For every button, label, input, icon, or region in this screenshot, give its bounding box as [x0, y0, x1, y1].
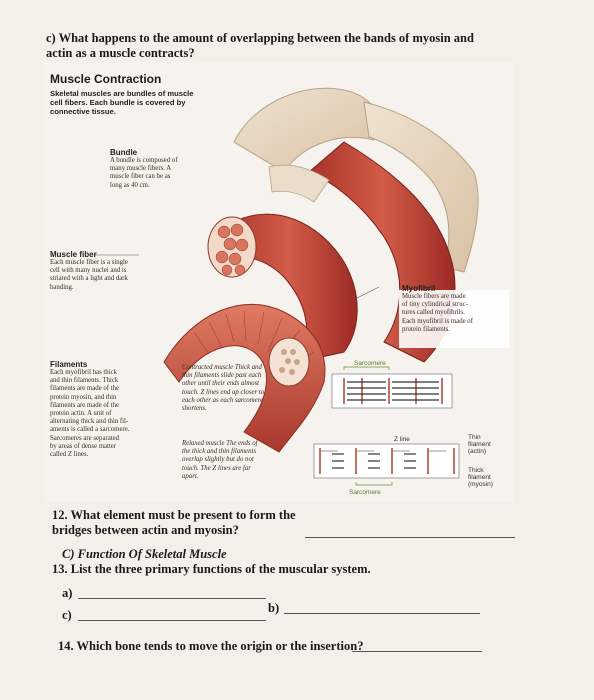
z-line-label: Z line — [394, 436, 410, 443]
filaments-line: protein myosin, and thin — [50, 393, 117, 401]
muscle-fiber-line: Each muscle fiber is a single — [50, 259, 128, 266]
answer-line-12[interactable] — [305, 537, 515, 538]
question-12 — [52, 508, 296, 538]
figure-subtitle-line: Skeletal muscles are bundles of muscle — [50, 89, 194, 98]
bundle-line: muscle fiber can be as — [110, 173, 171, 181]
contracted-line: each other as each sarcomere — [182, 396, 264, 404]
question-13: 13. List the three primary functions of the muscular system. — [52, 562, 371, 576]
sarcomere-top-label: Sarcomere — [354, 360, 386, 367]
myofibril-line: Each myofibril is made of — [402, 317, 473, 325]
bundle-line: many muscle fibers. A — [110, 165, 172, 173]
muscle-fiber-line: cell with many nuclei and is — [50, 267, 127, 275]
filaments-line: alternating thick and thin fil- — [50, 418, 129, 426]
relaxed-caption — [182, 440, 258, 481]
thin-filament-label-line: filament — [468, 441, 491, 448]
bundle-heading: Bundle — [110, 148, 138, 157]
contracted-line: thin filaments slide past each — [182, 372, 262, 380]
filaments-line: and thin filaments. Thick — [50, 377, 119, 385]
filaments-caption — [50, 360, 129, 459]
section-c-heading: C) Function Of Skeletal Muscle — [62, 547, 227, 561]
answer-line-a[interactable] — [78, 598, 266, 599]
question-c-line2: actin as a muscle contracts? — [46, 46, 195, 60]
thick-filament-label-line: Thick — [468, 467, 484, 474]
answer-line-c2[interactable] — [78, 620, 266, 621]
thin-filament-label-line: Thin — [468, 434, 481, 441]
question-c-line1: c) What happens to the amount of overlapping between the bands of myosin and — [46, 31, 474, 45]
answer-line-14[interactable] — [352, 651, 482, 652]
answer-label-c: c) — [62, 608, 72, 622]
muscle-fiber-caption — [50, 250, 128, 292]
figure-subtitle-line: connective tissue. — [50, 107, 116, 116]
myofibril-caption — [402, 284, 473, 334]
thin-filament-label — [468, 434, 491, 455]
figure-title: Muscle Contraction — [50, 72, 162, 86]
muscle-fiber-line: striated with a light and dark — [50, 275, 128, 283]
filaments-line: Sarcomeres are separated — [50, 434, 120, 442]
contracted-line: touch. Z lines end up closer to — [182, 388, 265, 396]
bundle-caption — [110, 148, 178, 190]
question-c — [46, 31, 474, 61]
myofibril-line: tures called myofibrils. — [402, 309, 465, 317]
relaxed-line: touch. The Z lines are far — [182, 464, 251, 472]
question-14: 14. Which bone tends to move the origin or the insertion? — [58, 639, 364, 653]
thick-filament-label-line: (myosin) — [468, 481, 493, 488]
figure-subtitle-line: cell fibers. Each bundle is covered by — [50, 98, 186, 107]
contracted-line: Contracted muscle Thick and — [182, 364, 262, 371]
bundle-line: long as 40 cm. — [110, 181, 150, 189]
muscle-contraction-figure — [44, 62, 514, 502]
myofibril-line: of tiny cylindrical struc- — [402, 301, 468, 309]
contracted-line: shortens. — [182, 405, 207, 413]
filaments-line: aments is called a sarcomere. — [50, 426, 130, 434]
thick-filament-label — [468, 467, 493, 488]
filaments-line: protein actin. A unit of — [50, 410, 112, 418]
relaxed-sarcomere-panel — [314, 444, 459, 478]
myofibril-line: Muscle fibers are made — [402, 293, 466, 300]
muscle-fiber-heading: Muscle fiber — [50, 250, 97, 259]
filaments-line: filaments are made of the — [50, 385, 120, 393]
filaments-line: called Z lines. — [50, 451, 89, 459]
answer-line-b[interactable] — [284, 613, 480, 614]
myofibril-line: protein filaments. — [402, 325, 450, 333]
figure-subtitle — [50, 89, 194, 116]
answer-label-a: a) — [62, 586, 73, 600]
question-12-line1: 12. What element must be present to form the — [52, 508, 296, 522]
filaments-line: Each myofibril has thick — [50, 369, 118, 376]
relaxed-line: overlap slightly but do not — [182, 456, 254, 464]
relaxed-line: apart. — [182, 472, 199, 480]
thin-filament-label-line: (actin) — [468, 448, 487, 455]
question-12-line2: bridges between actin and myosin? — [52, 523, 239, 537]
bundle-line: A bundle is composed of — [110, 157, 178, 164]
relaxed-line: the thick and thin filaments — [182, 448, 256, 456]
filaments-heading: Filaments — [50, 360, 88, 369]
contracted-line: other until their ends almost — [182, 380, 260, 388]
filaments-line: by areas of dense matter — [50, 442, 117, 450]
answer-label-b: b) — [268, 601, 280, 615]
contracted-caption — [182, 364, 264, 413]
filaments-line: filaments are made of the — [50, 401, 120, 409]
muscle-fiber-line: banding. — [50, 283, 74, 291]
contracted-sarcomere-panel — [332, 374, 452, 408]
thick-filament-label-line: filament — [468, 474, 491, 481]
sarcomere-bottom-label: Sarcomere — [349, 489, 381, 496]
relaxed-line: Relaxed muscle The ends of — [182, 440, 258, 447]
myofibril-heading: Myofibril — [402, 284, 436, 293]
